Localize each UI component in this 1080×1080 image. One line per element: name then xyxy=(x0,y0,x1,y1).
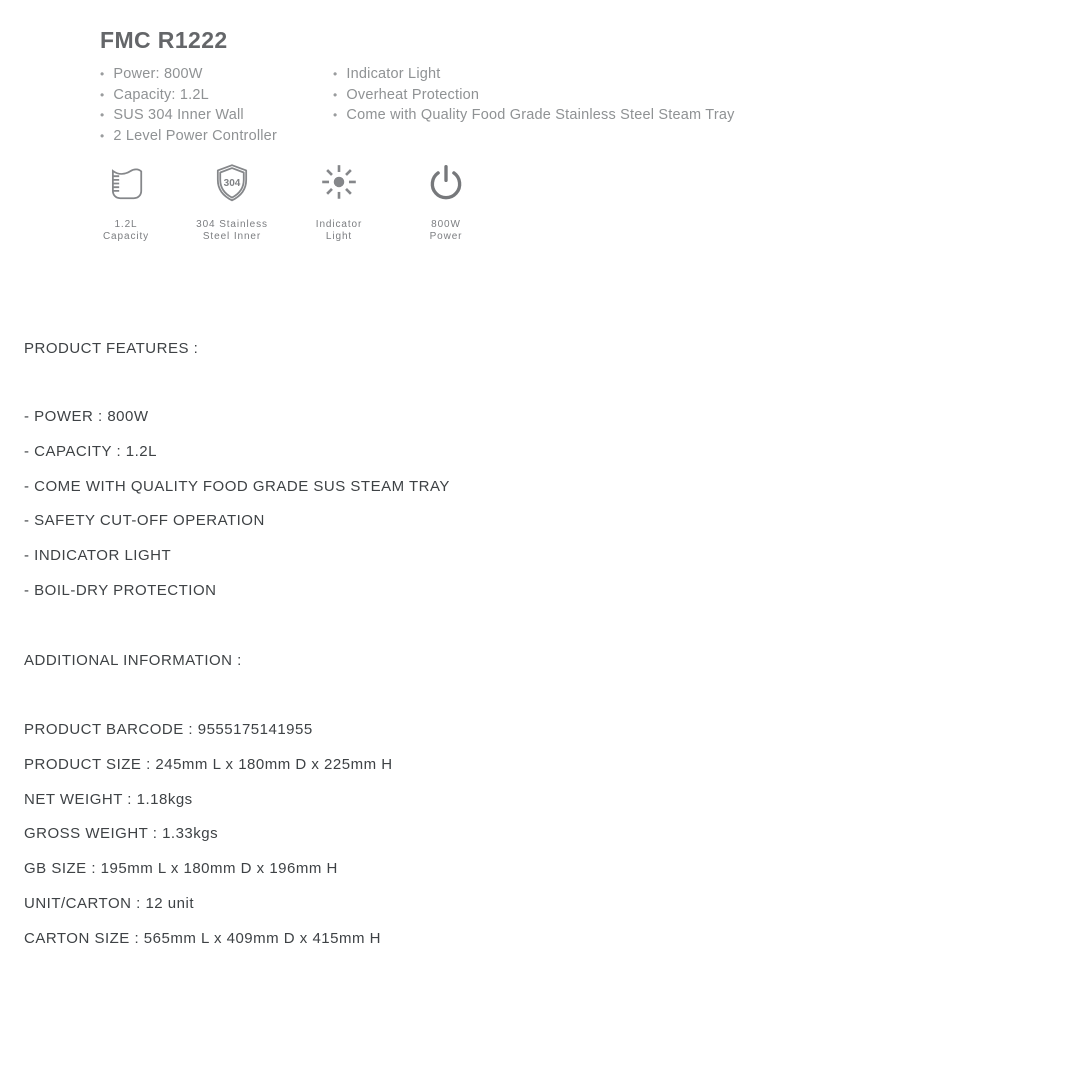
feature-line: - CAPACITY : 1.2L xyxy=(24,442,157,460)
info-line: GROSS WEIGHT : 1.33kgs xyxy=(24,825,219,843)
spec-bullet-list-right xyxy=(333,64,735,126)
feature-icon-label: 304 Stainless Steel Inner xyxy=(196,219,268,242)
feature-icon-label: 1.2L Capacity xyxy=(102,219,150,242)
spec-bullet-item: • Indicator Light xyxy=(333,64,735,85)
info-line: UNIT/CARTON : 12 unit xyxy=(24,894,194,912)
spec-bullet-item: • Capacity: 1.2L xyxy=(100,85,277,106)
spec-bullet-item: • SUS 304 Inner Wall xyxy=(100,105,277,126)
feature-line: - COME WITH QUALITY FOOD GRADE SUS STEAM TRAY xyxy=(24,477,450,495)
spec-bullet-list-left xyxy=(100,64,277,147)
power-icon xyxy=(425,162,467,204)
spec-bullet-item: • Come with Quality Food Grade Stainless Steel Steam Tray xyxy=(333,105,735,126)
info-line: PRODUCT SIZE : 245mm L x 180mm D x 225mm H xyxy=(24,755,393,773)
product-features-list xyxy=(24,400,450,609)
spec-bullet-item: • Power: 800W xyxy=(100,64,277,85)
feature-icon-indicator xyxy=(279,162,399,242)
indicator-light-icon xyxy=(318,162,360,204)
product-features-heading: PRODUCT FEATURES : xyxy=(24,340,199,357)
feature-line: - POWER : 800W xyxy=(24,408,149,425)
feature-line: - INDICATOR LIGHT xyxy=(24,547,172,564)
shield-304-icon xyxy=(211,162,253,204)
info-line: GB SIZE : 195mm L x 180mm D x 196mm H xyxy=(24,860,338,877)
feature-icon-label: Indicator Light xyxy=(315,219,363,242)
feature-line: - SAFETY CUT-OFF OPERATION xyxy=(24,512,265,530)
spec-bullet-item: • 2 Level Power Controller xyxy=(100,126,277,147)
additional-information-heading: ADDITIONAL INFORMATION : xyxy=(24,652,242,669)
info-line: NET WEIGHT : 1.18kgs xyxy=(24,790,193,808)
info-line: PRODUCT BARCODE : 9555175141955 xyxy=(24,721,313,738)
feature-icon-power xyxy=(386,162,506,242)
feature-icon-label: 800W Power xyxy=(429,219,463,242)
product-title: FMC R1222 xyxy=(100,27,228,53)
spec-bullet-item: • Overheat Protection xyxy=(333,85,735,106)
info-line: CARTON SIZE : 565mm L x 409mm D x 415mm H xyxy=(24,929,381,947)
svg-text:304: 304 xyxy=(223,177,241,189)
additional-information-list xyxy=(24,713,393,956)
feature-icon-stainless xyxy=(172,162,292,242)
feature-icon-capacity xyxy=(66,162,186,242)
measuring-cup-icon xyxy=(105,162,147,204)
feature-line: - BOIL-DRY PROTECTION xyxy=(24,581,217,599)
